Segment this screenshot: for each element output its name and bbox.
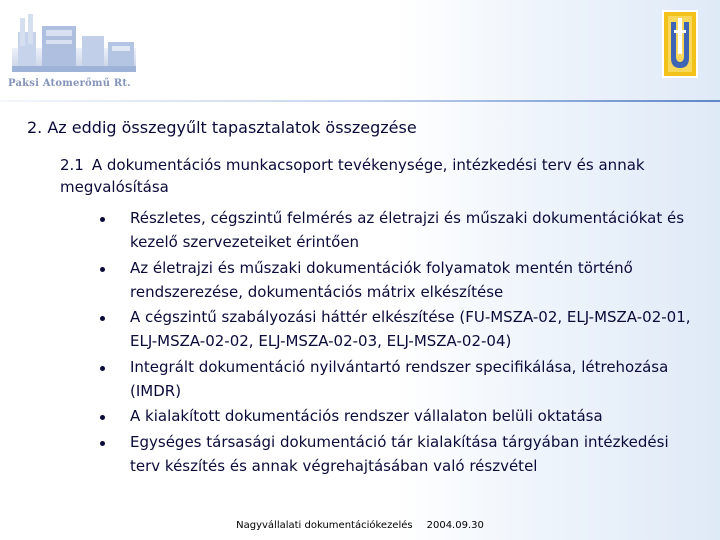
subtitle-number: 2.1 — [60, 156, 84, 174]
bullet-icon — [100, 441, 105, 446]
bullet-icon — [100, 267, 105, 272]
company-emblem-icon — [660, 10, 700, 78]
bullet-icon — [100, 366, 105, 371]
bullet-text: Az életrajzi és műszaki dokumentációk folyamatok mentén történő rendszerezése, dokumentációs mátrix elkészítése — [130, 258, 633, 301]
list-item — [98, 256, 698, 304]
bullet-text: A cégszintű szabályozási háttér elkészítése (FU-MSZA-02, ELJ-MSZA-02-01, ELJ-MSZA-02-02, ELJ-MSZA-02-03, ELJ-MSZA-02-04) — [130, 308, 691, 350]
subtitle-text: A dokumentációs munkacsoport tevékenysége, intézkedési terv és annak megvalósítása — [60, 156, 645, 196]
company-logo-right — [660, 10, 700, 78]
header-divider — [0, 100, 720, 102]
list-item — [98, 206, 698, 254]
company-name-caption: Paksi Atomerőmű Rt. — [8, 78, 131, 89]
footer-date: 2004.09.30 — [426, 520, 484, 531]
list-item — [98, 404, 698, 428]
bullet-icon — [100, 217, 105, 222]
company-logo-left — [6, 8, 142, 90]
slide-subtitle — [60, 154, 700, 198]
list-item — [98, 430, 698, 478]
footer-label: Nagyvállalati dokumentációkezelés — [236, 520, 413, 531]
list-item — [98, 355, 698, 403]
list-item — [98, 305, 698, 353]
slide-title: 2. Az eddig összegyűlt tapasztalatok összegzése — [27, 118, 417, 137]
bullet-text: Integrált dokumentáció nyilvántartó rendszer specifikálása, létrehozása (IMDR) — [130, 357, 669, 400]
slide-footer — [0, 520, 720, 531]
bullet-text: Egységes társasági dokumentáció tár kialakítása tárgyában intézkedési terv készítés és annak végrehajtásában való részvétel — [130, 432, 669, 475]
bullet-icon — [100, 316, 105, 321]
bullet-text: Részletes, cégszintű felmérés az életrajzi és műszaki dokumentációkat és kezelő szervezeteiket érintően — [130, 209, 685, 251]
bullet-list — [98, 206, 698, 479]
bullet-icon — [100, 415, 105, 420]
power-plant-logo-icon — [6, 8, 142, 78]
bullet-text: A kialakított dokumentációs rendszer vállalaton belüli oktatása — [130, 407, 603, 425]
